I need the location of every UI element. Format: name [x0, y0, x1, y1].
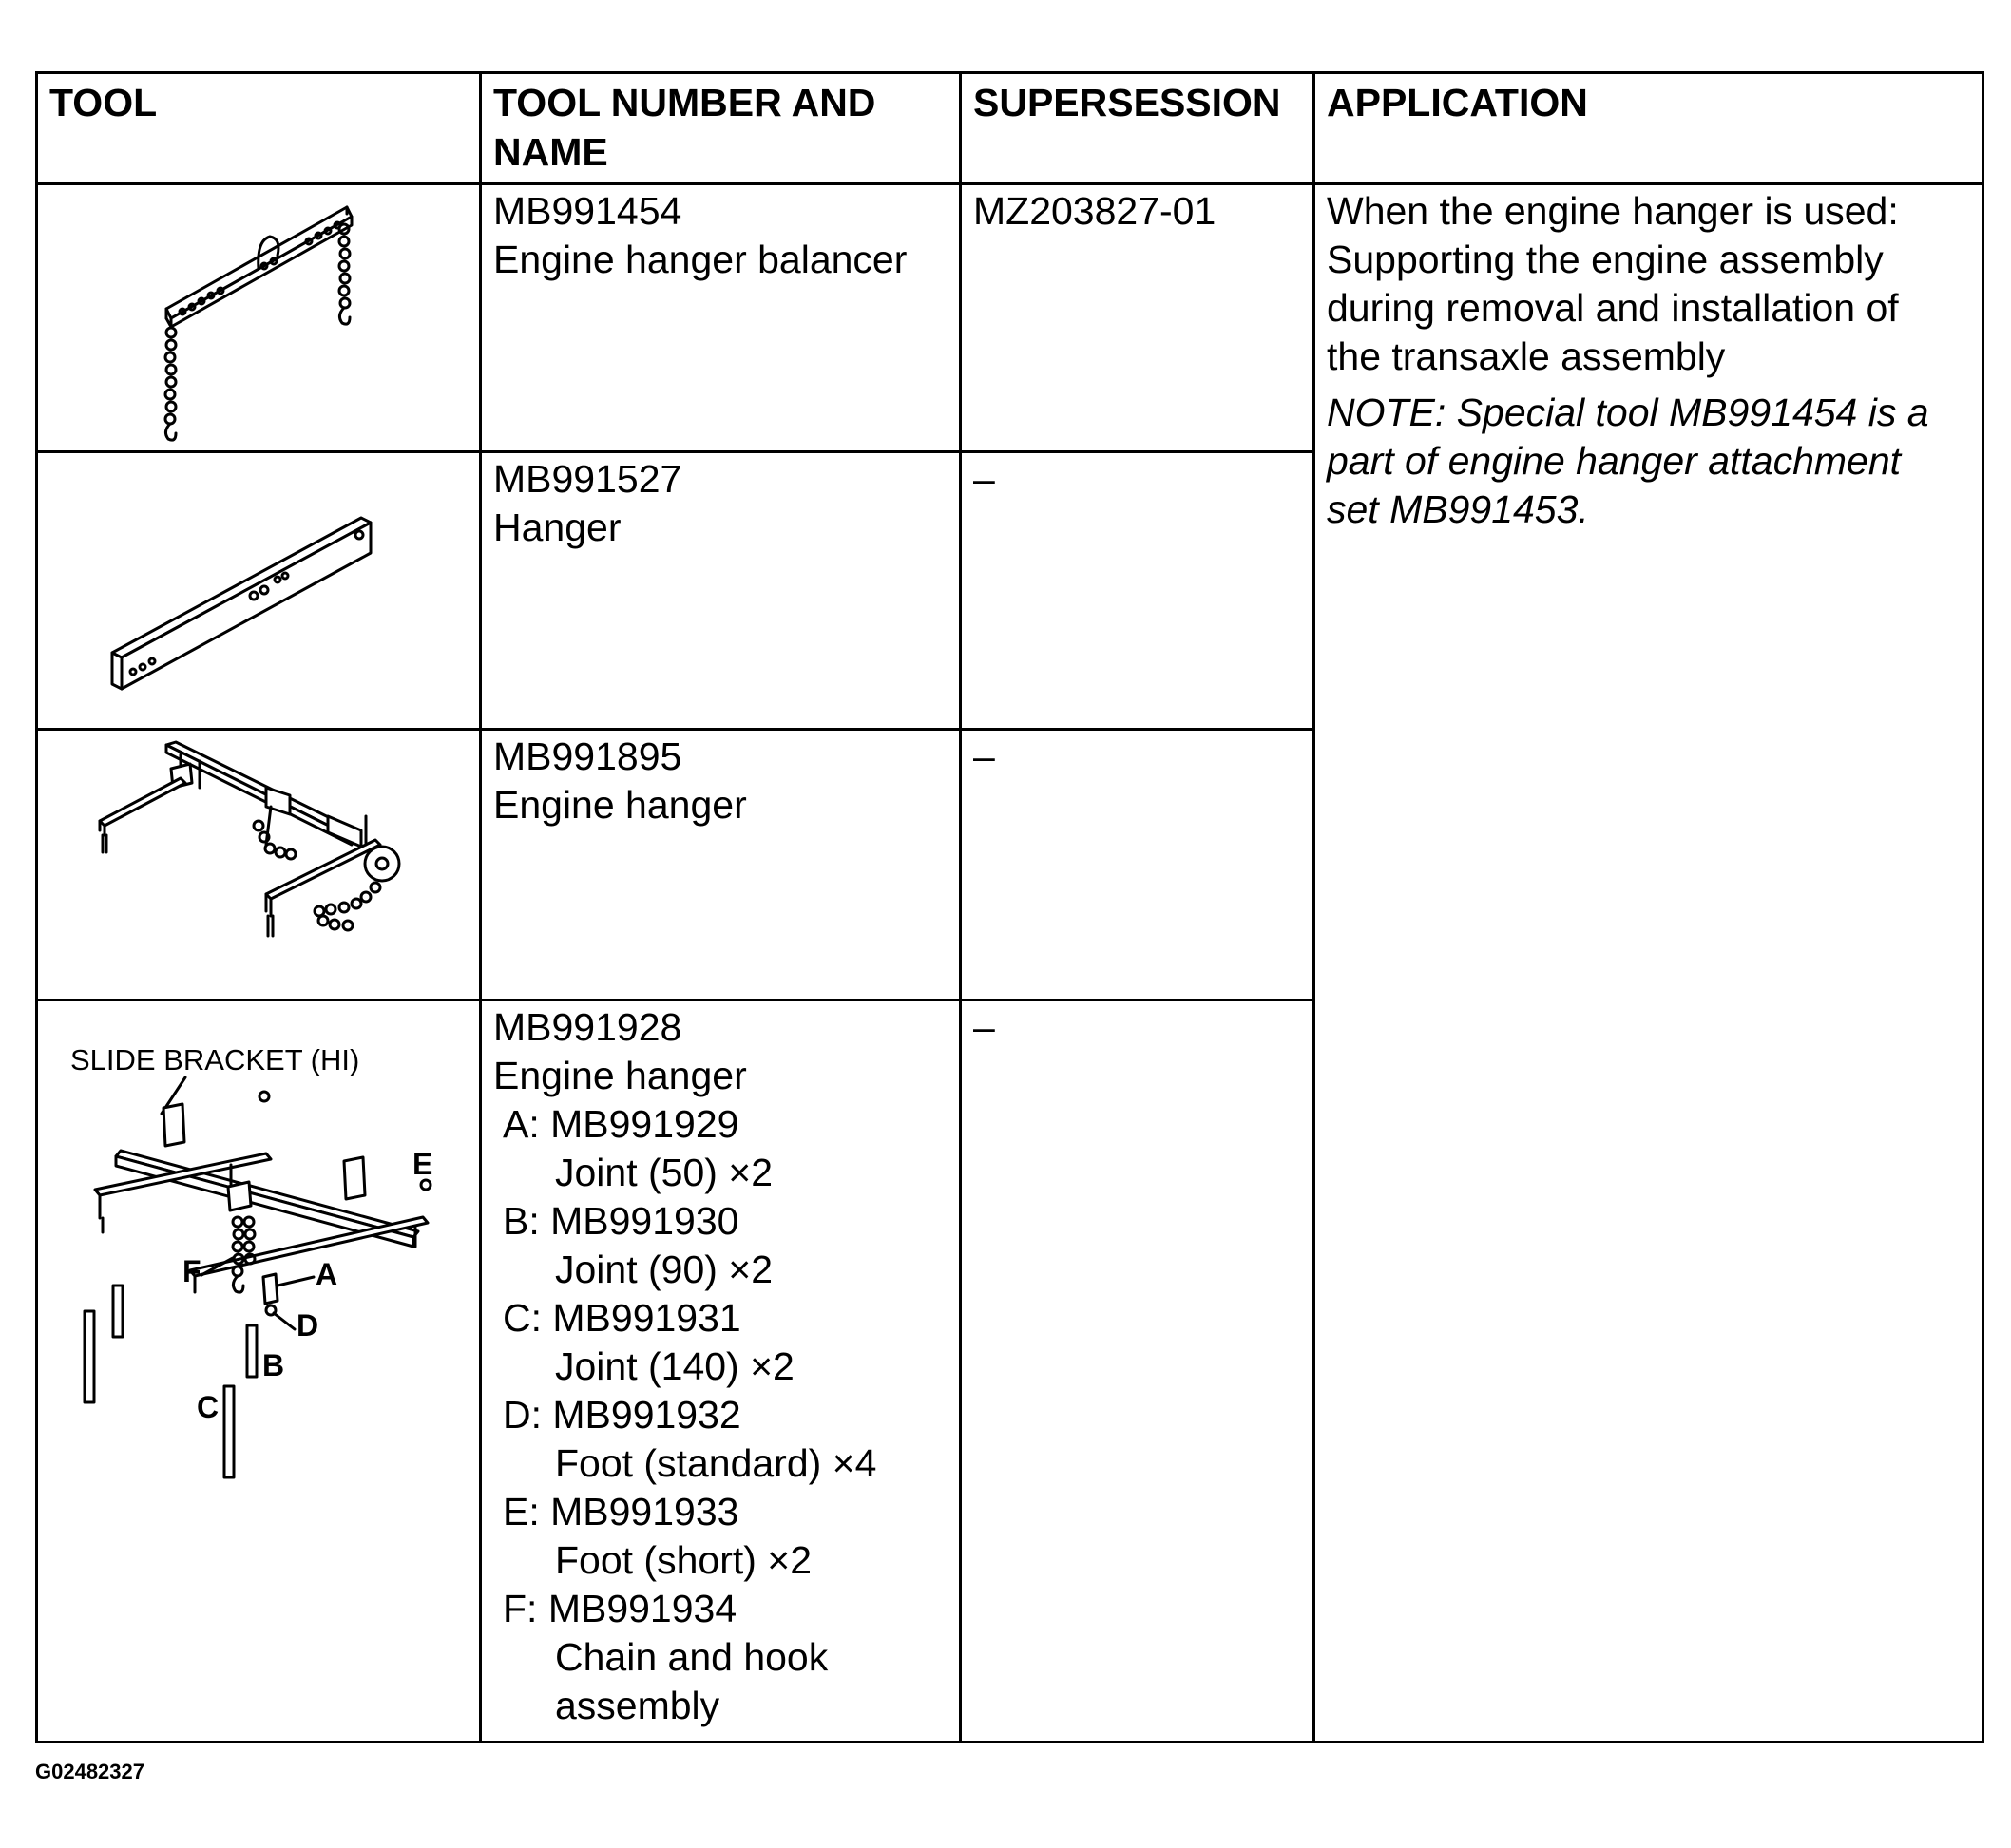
header-tool: TOOL [37, 73, 481, 184]
tool-image-cell [37, 452, 481, 730]
application-text: When the engine hanger is used: Supporting the engine assembly during removal and installation of the transaxle assembly [1327, 189, 1899, 378]
tool-number: MB991454 [493, 189, 682, 233]
part-code: B: MB991930 [503, 1199, 739, 1243]
parts-list [493, 1100, 948, 1730]
tool-number-name-cell [481, 452, 961, 730]
part-code: A: MB991929 [503, 1102, 739, 1146]
table-row [37, 184, 1983, 452]
application-note: NOTE: Special tool MB991454 is a part of engine hanger attachment set MB991453. [1327, 391, 1929, 531]
tool-image-cell [37, 184, 481, 452]
slide-bracket-label: SLIDE BRACKET (HI) [70, 1043, 360, 1076]
application-cell [1314, 184, 1983, 1743]
supersession-cell: MZ203827-01 [961, 184, 1314, 452]
header-row [37, 73, 1983, 184]
part-desc: Joint (50) ×2 [555, 1151, 774, 1194]
header-supersession: SUPERSESSION [961, 73, 1314, 184]
tool-number: MB991527 [493, 457, 682, 501]
part-label-d: D [297, 1308, 319, 1343]
part-label-c: C [197, 1390, 220, 1424]
supersession-cell: – [961, 452, 1314, 730]
part-code: E: MB991933 [503, 1490, 739, 1534]
part-code: D: MB991932 [503, 1393, 741, 1437]
engine-hanger-balancer-icon [38, 185, 475, 448]
part-desc: assembly [555, 1684, 720, 1727]
tool-name: Engine hanger [493, 783, 747, 827]
part-label-e: E [412, 1147, 433, 1181]
tool-name: Engine hanger balancer [493, 238, 908, 281]
tool-image-cell [37, 730, 481, 1000]
part-desc: Chain and hook [555, 1635, 829, 1679]
tool-name: Engine hanger [493, 1054, 747, 1097]
tool-name: Hanger [493, 505, 622, 549]
part-desc: Joint (90) ×2 [555, 1248, 774, 1291]
supersession-cell: – [961, 730, 1314, 1000]
part-desc: Foot (standard) ×4 [555, 1441, 877, 1485]
header-tool-number-name: TOOL NUMBER AND NAME [481, 73, 961, 184]
part-desc: Foot (short) ×2 [555, 1538, 813, 1582]
tool-number: MB991895 [493, 734, 682, 778]
part-desc: Joint (140) ×2 [555, 1344, 795, 1388]
part-label-a: A [316, 1257, 338, 1291]
part-code: F: MB991934 [503, 1587, 737, 1630]
engine-hanger-icon [38, 731, 475, 996]
tool-number: MB991928 [493, 1005, 682, 1049]
figure-id: G02482327 [35, 1760, 144, 1783]
part-label-f: F [182, 1254, 201, 1288]
tool-number-name-cell [481, 1000, 961, 1743]
tool-number-name-cell [481, 184, 961, 452]
header-application: APPLICATION [1314, 73, 1983, 184]
supersession-cell: – [961, 1000, 1314, 1743]
engine-hanger-set-icon [38, 1001, 475, 1738]
special-tools-table [35, 71, 1984, 1743]
part-code: C: MB991931 [503, 1296, 741, 1340]
tool-image-cell [37, 1000, 481, 1743]
part-label-b: B [262, 1348, 285, 1382]
hanger-bar-icon [38, 453, 475, 725]
tool-number-name-cell [481, 730, 961, 1000]
